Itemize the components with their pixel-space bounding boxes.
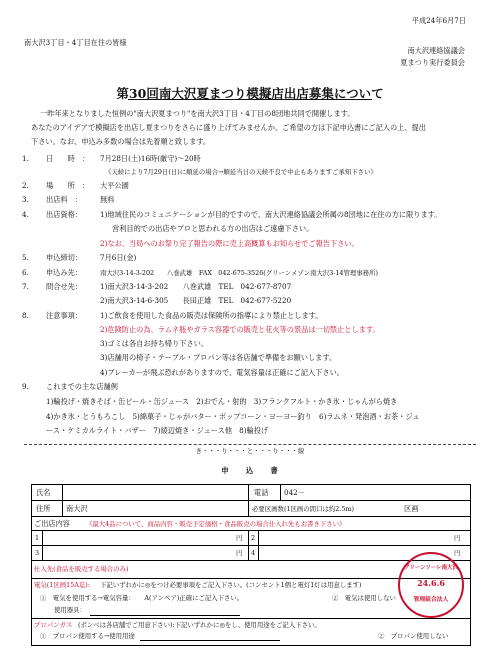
item-label: 申込締切： <box>46 253 82 262</box>
item-value: 3)店舗用の椅子・テーブル・プロパン等は各店舗で準備をお願いします。 <box>100 353 337 362</box>
item-num: 9. <box>22 382 29 391</box>
electricity-no-option[interactable]: ② 電気は使用しない <box>332 594 396 602</box>
form-line <box>31 516 471 517</box>
item-label: 場 所 ： <box>46 181 90 190</box>
item-label: これまでの主な店舗例 <box>46 382 118 391</box>
item-value: 1)地域住民のコミュニケーションが目的ですので、南大沢連絡協議会所属の8団地に在住の方に限ります。 <box>100 210 442 219</box>
organizer-2: 夏まつり実行委員会 <box>400 58 465 67</box>
item-value: 4)ブレーカーが飛ぶ恐れがありますので、電気容量は正確にご記入下さい。 <box>100 368 344 377</box>
item-value: 7月28日(土)16時(厳守)～20時 <box>100 154 201 163</box>
item-value: 大平公園 <box>100 181 129 190</box>
form-line <box>248 530 249 560</box>
supplier-label: 仕入先(食品を販売する場合のみ) <box>34 565 129 573</box>
product-row-number: 1 <box>35 534 40 542</box>
addressee: 南大沢3丁目・4丁目在住の皆様 <box>24 38 127 47</box>
form-line <box>248 484 249 516</box>
form-line <box>31 500 471 501</box>
item-label: 注意事項： <box>46 311 82 320</box>
product-row-3-field[interactable] <box>44 546 224 559</box>
item-value: 南大沢3-14-3-202 八巻武雄 FAX 042-675-3526(グリーンメゾン南大沢3-14管理事務所) <box>100 269 378 277</box>
form-title: 申 込 書 <box>221 466 279 475</box>
name-label: 氏名 <box>36 488 51 497</box>
item-label: 日 時 ： <box>46 154 90 163</box>
yen-unit: 円 <box>454 534 461 542</box>
item-value: 2)南大沢3-14-6-305 長田正雄 TEL 042-677-5220 <box>100 296 292 305</box>
item-num: 3. <box>22 195 29 204</box>
item-label: 出店料 ： <box>46 195 82 204</box>
item-num: 4. <box>22 210 29 219</box>
item-num: 8. <box>22 311 29 320</box>
cut-line <box>24 444 476 445</box>
item-num: 5. <box>22 253 29 262</box>
stamp-line-1: グリーンソーレ南大沢 <box>404 565 458 571</box>
stamp-date: 24.6.6 <box>417 578 445 588</box>
product-row-1-field[interactable] <box>44 531 224 544</box>
address-field[interactable]: 南大沢 <box>66 504 88 513</box>
phone-label: 電話 <box>254 488 269 497</box>
item-value: 1)ご飲食を使用した食品の販売は保険所の指導により禁止とします。 <box>100 311 323 320</box>
product-row-number: 3 <box>35 549 40 557</box>
propane-note: (ボンベは各店舗でご用意下さい):下記いずれかに◎をし、使用用途をご記入下さい。 <box>78 621 321 629</box>
organization-seal-stamp <box>398 552 464 618</box>
propane-use-option[interactable]: ① プロパン使用する→使用用途 <box>40 632 135 640</box>
propane-underline <box>140 640 280 641</box>
electricity-title: 電気(1区画15A迄): <box>34 581 90 589</box>
title-underline <box>128 99 372 100</box>
product-note: 《最大4品について、商品内容・販売予定価格・食品販売の場合仕入れ先もお書き下さい》 <box>86 520 346 528</box>
item-value: 7月6日(金) <box>100 253 137 262</box>
item-value-highlight: 2)危険防止の為、ラムネ瓶やガラス容器での販売と花火等の景品は一切禁止とします。 <box>100 325 380 334</box>
electricity-use-option[interactable]: ① 電気を使用する→電気容量： A(アンペア)正確にご記入下さい。 <box>40 594 244 602</box>
item-value: 1)輪投げ・焼きそば・缶ビール・缶ジュース 2)おでん・射的 3)フランクフルト・かき氷・じゃんがら焼き <box>46 397 398 406</box>
electricity-device-label: 使用器具： <box>54 606 86 614</box>
electricity-note: 下記いずれかに◎をつけ必要事項をご記入下さい。(コンセント1個と電灯1灯は用意します) <box>100 581 362 589</box>
form-line <box>31 618 471 619</box>
item-value: 営利目的での出店やプロと思われる方の出店はご遠慮下さい。 <box>112 224 314 233</box>
item-value: ース・ケミカルライト・バザー 7)綾辺焼き・ジュース他 8)輪投げ <box>46 426 269 435</box>
intro-line-3: 下さい。なお、申込み多数の場合は先着順と致します。 <box>31 137 211 146</box>
device-underline <box>90 615 240 616</box>
product-row-number: 2 <box>251 534 256 542</box>
item-num: 7. <box>22 282 29 291</box>
area-field[interactable]: 区画 <box>404 504 419 513</box>
propane-title: プロパンガス <box>34 621 73 629</box>
form-line <box>31 560 471 561</box>
item-value: 1)南大沢3-14-3-202 八巻武雄 TEL 042-677-8707 <box>100 282 292 291</box>
address-label: 住所 <box>36 504 51 513</box>
form-line <box>258 530 259 560</box>
name-field[interactable] <box>64 485 246 499</box>
document-date: 平成24年6月7日 <box>411 16 466 25</box>
yen-unit: 円 <box>236 534 243 542</box>
item-value: 4)かき氷・とうもろこし 5)綿菓子・じゃがバター・ポップコーン・ヨーヨー釣り 6)ラムネ・発泡酒・お茶・ジュ <box>46 412 420 421</box>
yen-unit: 円 <box>236 549 243 557</box>
item-label: 出店資格： <box>46 210 82 219</box>
organizer-1: 南大沢連絡協議会 <box>407 46 465 55</box>
cut-line-label: き・・・り・・・と・・・り・・・線 <box>195 447 305 455</box>
product-label: ご出店内容 <box>34 519 70 528</box>
form-line <box>280 484 281 500</box>
item-num: 1. <box>22 154 29 163</box>
item-label: 申込み先： <box>46 268 82 277</box>
stamp-line-3: 管理組合法人 <box>413 597 449 603</box>
intro-line-2: あなたのアイデアで模擬店を出店し夏まつりをさらに盛り上げてみませんか。ご希望の方は下記申込書にご記入の上、提出 <box>31 123 426 132</box>
product-row-number: 4 <box>251 549 256 557</box>
intro-line-1: 一昨年来となりました恒例の"南大沢夏まつり"を南大沢3丁目・4丁目の8団地共同で開催します。 <box>40 109 355 118</box>
product-row-2-field[interactable] <box>260 531 440 544</box>
form-line <box>42 530 43 560</box>
item-num: 2. <box>22 181 29 190</box>
item-label: 問合せ先： <box>46 282 82 291</box>
item-note: 《天候により7月29日(日)に順延の場合→順延当日の天候不良で中止もありますご承知下さい》 <box>105 168 377 176</box>
item-num: 6. <box>22 268 29 277</box>
propane-no-option[interactable]: ② プロパン使用しない <box>378 632 449 640</box>
page-title: 第30回南大沢夏まつり模擬店出店募集について <box>116 86 384 101</box>
item-value-highlight: 2)なお、当局へのお祭り完了報告の際に売上高概算もお知らせでご報告下さい。 <box>100 239 359 248</box>
item-value: 無料 <box>100 195 115 204</box>
form-line <box>62 484 63 516</box>
item-value: 3)ゴミは各自お持ち帰り下さい。 <box>100 339 209 348</box>
yen-unit: 円 <box>454 549 461 557</box>
phone-field[interactable]: 042－ <box>284 488 305 497</box>
area-label: 必要区画数(1区画の間口は約2.5m) <box>252 505 354 513</box>
